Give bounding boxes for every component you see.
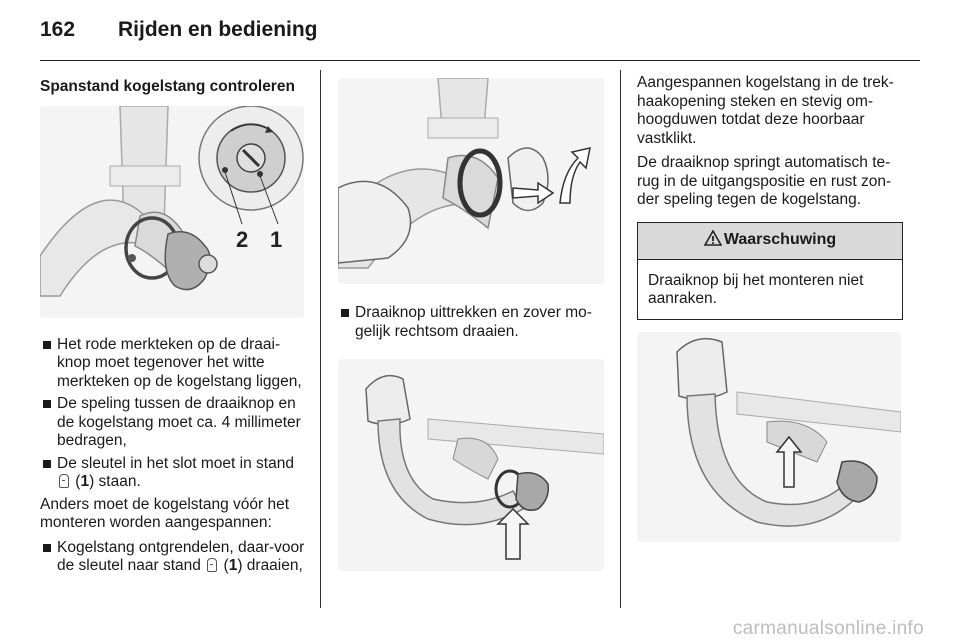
list-item: De sleutel in het slot moet in stand (1) staan. [40,455,306,492]
mounted-ballbar-illustration [637,332,901,542]
knob-list [338,304,606,341]
column-2 [338,74,606,571]
warning-triangle-icon [704,230,722,252]
header-rule [40,60,920,61]
warning-text: Draaiknop bij het monteren niet aanraken. [648,271,864,307]
list-item: De speling tussen de draaiknop en de kogelstang moet ca. 4 millimeter bedragen, [40,395,306,451]
figure-label-2: 2 [236,226,249,252]
bullet-square-icon [43,341,51,349]
warning-header [638,223,902,260]
chapter-title: Rijden en bediening [118,18,318,41]
list-item: Kogelstang ontgrendelen, daar-voor de sleutel naar stand (1) draaien, [40,539,306,576]
warning-title: Waarschuwing [723,231,837,249]
watermark: carmanualsonline.info [732,618,924,639]
bullet-square-icon [43,400,51,408]
instruction-paragraph: Anders moet de kogelstang vóór het monteren worden aangespannen: [40,495,290,531]
column-1 [40,74,306,580]
column-divider-2 [620,70,621,608]
warning-box [637,222,903,320]
unlock-list [40,539,306,576]
figure-tension-check [40,106,304,318]
page-header [40,18,318,48]
bullet-square-icon [43,544,51,552]
section-title: Spanstand kogelstang controleren [40,78,295,95]
check-list [40,336,306,492]
figure-mounted-ballbar [637,332,901,542]
towbar-detail-illustration [40,106,304,318]
list-item: Draaiknop uittrekken en zover mo-gelijk rechtsom draaien. [338,304,606,341]
key-unlock-icon [207,558,217,572]
bullet-square-icon [43,460,51,468]
key-unlock-icon [59,474,69,488]
figure-label-1: 1 [270,226,283,252]
paragraph-knob-returns: De draaiknop springt automatisch te-rug in de uitgangspositie en rust zon-der speling tegen de kogelstang. [637,154,892,208]
list-item: Het rode merkteken op de draai-knop moet tegenover het witte merkteken op de kogelstang liggen, [40,336,306,392]
figure-pull-turn-knob [338,78,604,284]
paragraph-insert: Aangespannen kogelstang in de trek-haakopening steken en stevig om-hoogduwen totdat deze hoorbaar vastklikt. [637,74,894,147]
column-3 [637,74,903,542]
column-divider-1 [320,70,321,608]
pull-turn-knob-illustration [338,78,604,284]
insert-ballbar-illustration [338,359,604,571]
figure-insert-ballbar [338,359,604,571]
bullet-square-icon [341,309,349,317]
page-number: 162 [40,18,76,41]
